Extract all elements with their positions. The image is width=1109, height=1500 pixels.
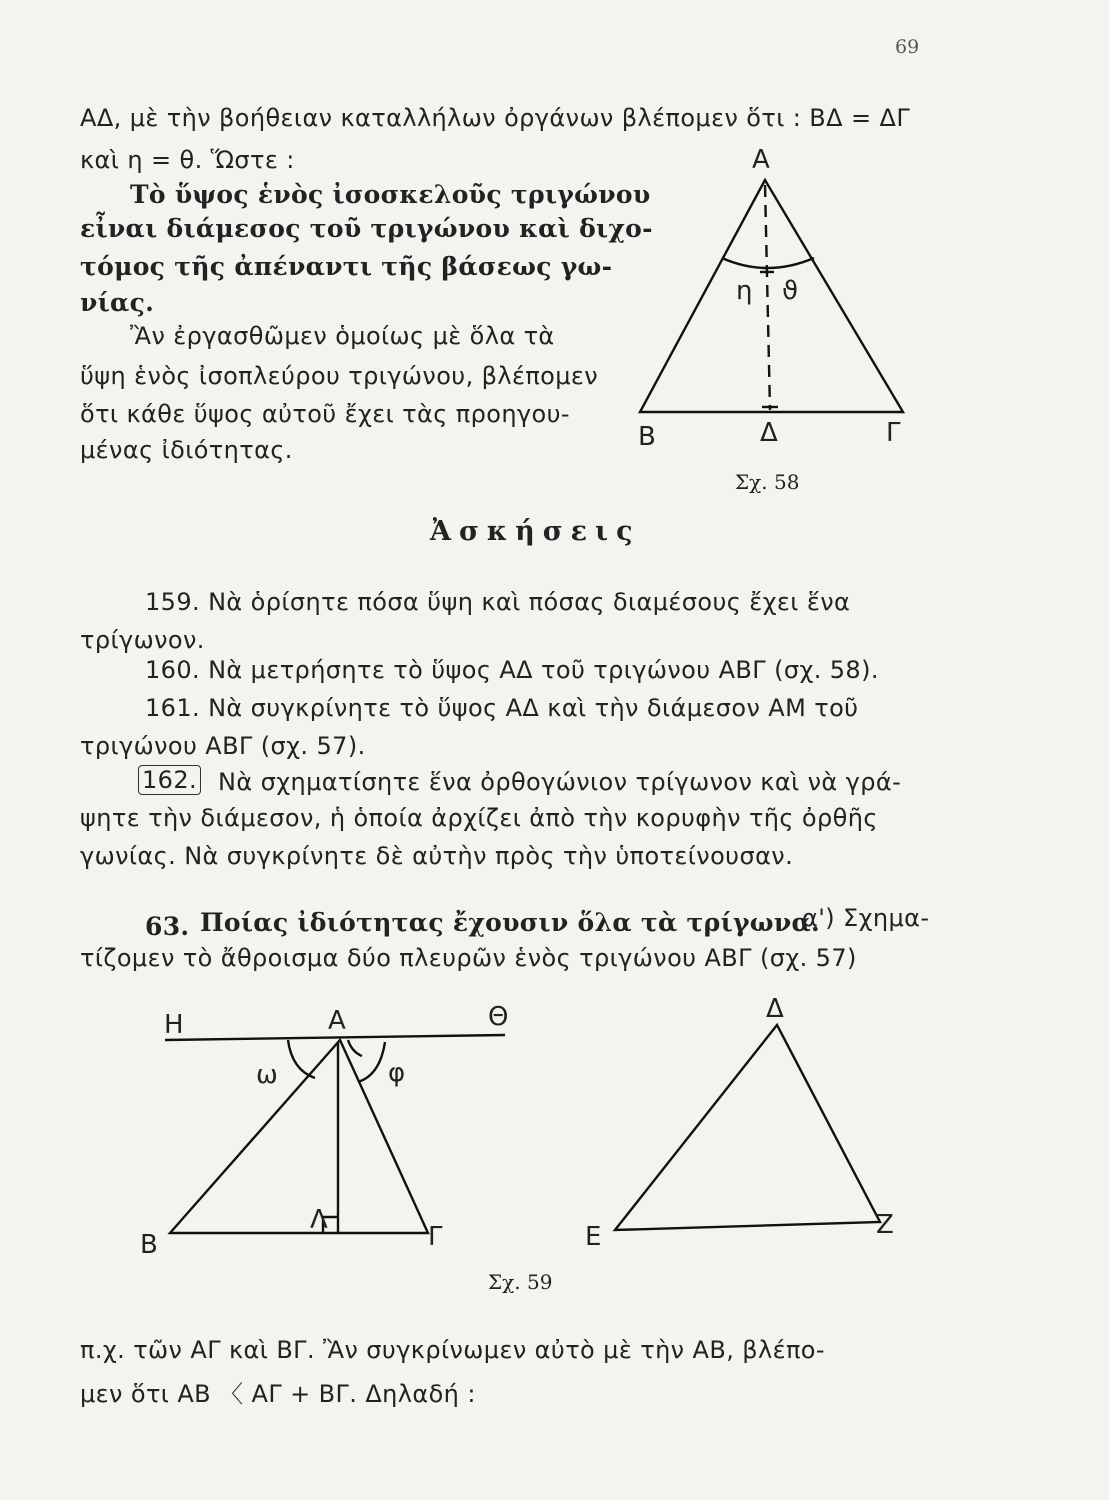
fig59-caption: Σχ. 59 bbox=[488, 1270, 553, 1294]
text-line-2: καὶ η = θ. Ὥστε : bbox=[80, 146, 295, 174]
fig58-label-eta: η bbox=[736, 276, 753, 306]
fig59-label-B: Β bbox=[140, 1230, 158, 1260]
theorem-line-3: τόμος τῆς ἀπέναντι τῆς βάσεως γω- bbox=[80, 252, 613, 281]
fig59-label-E: Ε bbox=[585, 1222, 602, 1252]
theorem-line-4: νίας. bbox=[80, 288, 155, 317]
fig58-altitude bbox=[765, 185, 770, 410]
fig59-label-D: Δ bbox=[766, 994, 784, 1024]
fig58-label-B: Β bbox=[638, 422, 656, 452]
fig59-label-Th: Θ bbox=[488, 1002, 509, 1032]
fig59-label-Z: Ζ bbox=[876, 1210, 894, 1240]
fig58-triangle bbox=[640, 180, 903, 412]
exercise-162-mark: 162. bbox=[138, 765, 201, 795]
theorem-line-2: εἶναι διάμεσος τοῦ τριγώνου καὶ διχο- bbox=[80, 214, 653, 243]
section-63-text-2: τίζομεν τὸ ἄθροισμα δύο πλευρῶν ἑνὸς τριγώνου ΑΒΓ (σχ. 57) bbox=[80, 944, 857, 972]
fig59-triangle-dez bbox=[615, 1025, 880, 1230]
exercise-159-line-1: 159. Νὰ ὁρίσητε πόσα ὕψη καὶ πόσας διαμέσους ἔχει ἕνα bbox=[145, 588, 851, 616]
fig59-label-A: Α bbox=[328, 1006, 346, 1036]
paragraph-line-1: Ἂν ἐργασθῶμεν ὁμοίως μὲ ὅλα τὰ bbox=[130, 322, 555, 350]
exercise-159-line-2: τρίγωνον. bbox=[80, 626, 205, 654]
text-line-1: ΑΔ, μὲ τὴν βοήθειαν καταλλήλων ὀργάνων βλέπομεν ὅτι : ΒΔ = ΔΓ bbox=[80, 104, 911, 132]
section-63-title: Ποίας ἰδιότητας ἔχουσιν ὅλα τὰ τρίγωνα. bbox=[200, 908, 821, 937]
exercise-162-line-3: γωνίας. Νὰ συγκρίνητε δὲ αὐτὴν πρὸς τὴν ὑποτείνουσαν. bbox=[80, 842, 794, 870]
fig59-label-G: Γ bbox=[428, 1222, 443, 1252]
section-63-text-1: α') Σχημα- bbox=[802, 904, 930, 932]
exercise-161-line-1: 161. Νὰ συγκρίνητε τὸ ὕψος ΑΔ καὶ τὴν διάμεσον ΑΜ τοῦ bbox=[145, 694, 859, 722]
paragraph-line-2: ὕψη ἑνὸς ἰσοπλεύρου τριγώνου, βλέπομεν bbox=[80, 362, 599, 390]
section-title-exercises: Ἀσκήσεις bbox=[430, 516, 641, 547]
fig59-apex-arc bbox=[348, 1040, 362, 1056]
exercise-162-line-1: Νὰ σχηματίσητε ἕνα ὀρθογώνιον τρίγωνον καὶ νὰ γρά- bbox=[218, 768, 902, 796]
paragraph-line-3: ὅτι κάθε ὕψος αὐτοῦ ἔχει τὰς προηγου- bbox=[80, 400, 570, 428]
fig59-label-omega: ω bbox=[256, 1060, 278, 1090]
final-line-2: μεν ὅτι ΑΒ 〈 ΑΓ + ΒΓ. Δηλαδή : bbox=[80, 1380, 476, 1408]
final-line-1: π.χ. τῶν ΑΓ καὶ ΒΓ. Ἂν συγκρίνωμεν αὐτὸ μὲ τὴν ΑΒ, βλέπο- bbox=[80, 1336, 825, 1364]
fig58-label-theta: ϑ bbox=[782, 276, 799, 306]
fig58-label-D: Δ bbox=[760, 418, 778, 448]
section-63-number: 63. bbox=[145, 912, 190, 941]
paragraph-line-4: μένας ἰδιότητας. bbox=[80, 436, 293, 464]
fig58-label-G: Γ bbox=[886, 418, 901, 448]
exercise-162-line-2: ψητε τὴν διάμεσον, ἡ ὁποία ἀρχίζει ἀπὸ τὴν κορυφὴν τῆς ὀρθῆς bbox=[80, 804, 878, 832]
fig59-label-L: Λ bbox=[310, 1205, 328, 1235]
exercise-160: 160. Νὰ μετρήσητε τὸ ὕψος ΑΔ τοῦ τριγώνου ΑΒΓ (σχ. 58). bbox=[145, 656, 879, 684]
fig58-caption: Σχ. 58 bbox=[735, 470, 800, 494]
fig59-label-phi: φ bbox=[388, 1058, 406, 1088]
fig58-label-A: Α bbox=[752, 145, 770, 175]
theorem-line-1: Τὸ ὕψος ἑνὸς ἰσοσκελοῦς τριγώνου bbox=[130, 180, 651, 209]
exercise-161-line-2: τριγώνου ΑΒΓ (σχ. 57). bbox=[80, 732, 366, 760]
fig59-label-H: Η bbox=[164, 1010, 184, 1040]
page-number: 69 bbox=[895, 36, 920, 58]
fig59-phi-arc bbox=[358, 1042, 385, 1082]
exercise-162-number bbox=[138, 766, 201, 794]
